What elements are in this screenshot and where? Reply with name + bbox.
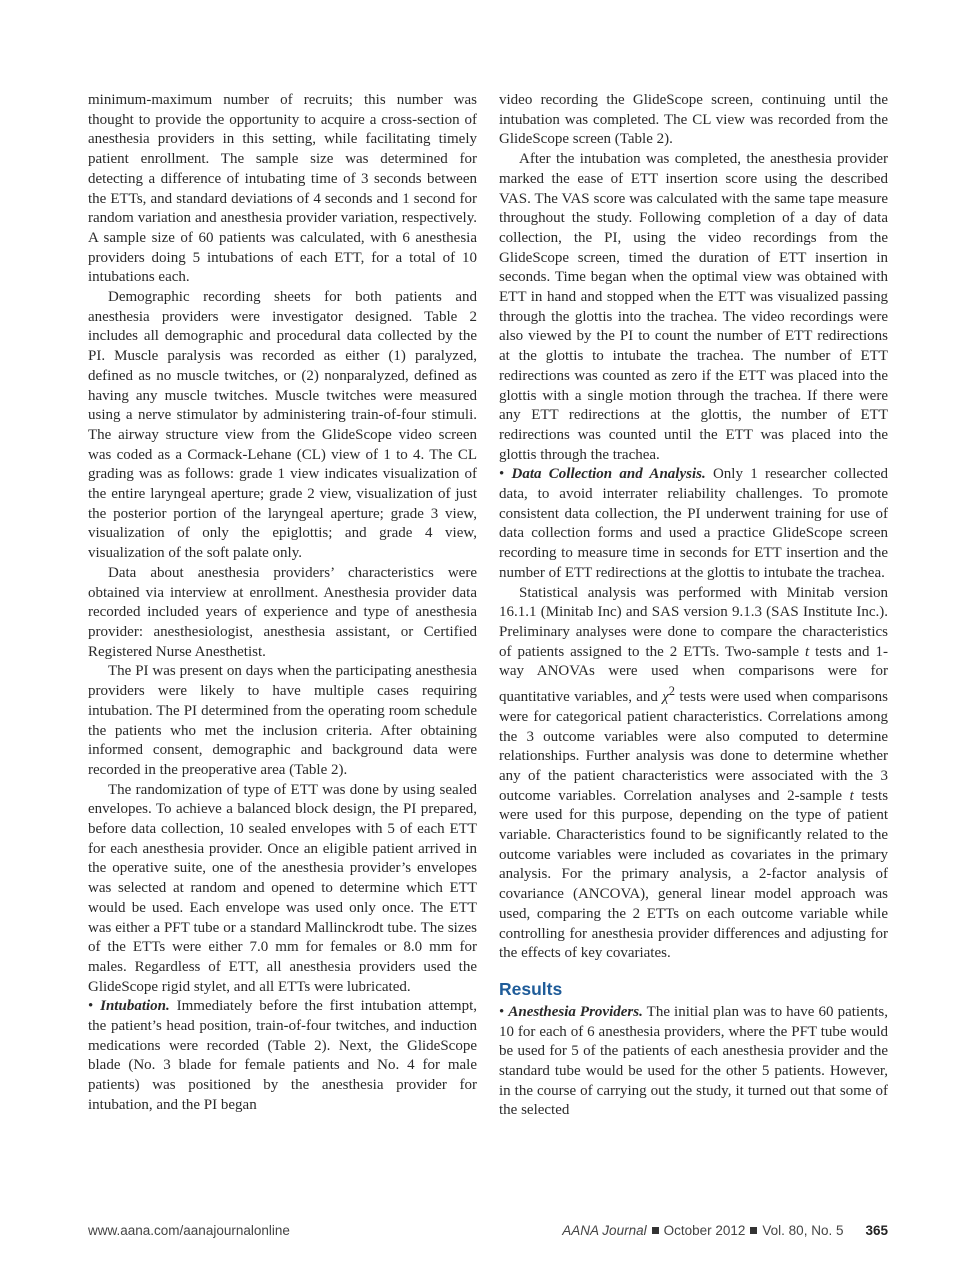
paragraph-anesthesia-providers-body: The initial plan was to have 60 patients, 10 for each of 6 anesthesia providers, where the PFT tube would be used for 5 of the patients of each anesthesia provider and the standard tube would be used for the other 5 patients. However, in the course of carrying out the study, it turned out that some of the selected bbox=[499, 1003, 889, 1119]
page-footer bbox=[88, 1223, 888, 1243]
run-in-heading-data-collection: Data Collection and Analysis. bbox=[511, 466, 706, 483]
paragraph-data-collection-body: Only 1 researcher collected data, to avoid interrater reliability challenges. To promote consistent data collection, the PI underwent training for use of data collection forms and used a practice GlideScope screen recording to measure time in seconds for ETT insertion and the number of ETT redirections at the glottis to intubate the trachea. bbox=[499, 466, 888, 581]
run-in-heading-anesthesia-providers: Anesthesia Providers. bbox=[508, 1003, 643, 1020]
footer-volume: Vol. 80, No. 5 bbox=[762, 1223, 844, 1238]
paragraph-randomization: The randomization of type of ETT was done by using sealed envelopes. To achieve a balanced block design, the PI prepared, before data collection, 10 sealed envelopes with 5 of each ETT for each anesthesia provider. Once an eligible patient arrived in the operative suite, one of the anesthesia provider’s envelopes was selected at random and opened to determine which ETT would be used. Each envelope was used only once. The ETT was either a PFT tube or a standard Mallinckrodt tube. The sizes of the ETTs were either 7.0 mm for females or 8.0 mm for males. Regardless of ETT, all anesthesia providers used the GlideScope rigid stylet, and all ETTs were lubricated. bbox=[88, 781, 477, 995]
paragraph-intubation-body: Immediately before the first intubation attempt, the patient’s head position, train-of-four twitches, and induction medications were recorded (Table 2). Next, the GlideScope blade (No. 3 blade for female patients and No. 4 for male patients) was positioned by the anesthesia provider for intubation, and the PI began bbox=[88, 998, 478, 1113]
chi-superscript: 2 bbox=[668, 684, 676, 699]
footer-url-link[interactable]: www.aana.com/aanajournalonline bbox=[88, 1223, 290, 1238]
footer-journal-name: AANA Journal bbox=[562, 1223, 647, 1238]
bullet-glyph: • bbox=[499, 1003, 505, 1020]
paragraph-demographic-sheets: Demographic recording sheets for both patients and anesthesia providers were investigator designed. Table 2 includes all demographic and procedural data collected by the PI. Muscle paralysis was recorded as either (1) paralyzed, defined as no muscle twitches, or (2) nonparalyzed, defined as having any muscle twitches. Muscle twitches were measured using a nerve stimulator by administering train-of-four stimuli. The airway structure view from the GlideScope video screen was coded as a Cormack-Lehane (CL) view of 1 to 4. The CL grading was as follows: grade 1 view indicates visualization of the entire laryngeal aperture; grade 2 view, visualization of just the posterior portion of the laryngeal aperture; grade 3 view, visualization of only the epiglottis; and grade 4 view, visualization of the soft palate only. bbox=[88, 289, 477, 562]
stats-text-a: Statistical analysis was performed with Minitab version 16.1.1 (Minitab Inc) and SAS version 9.1.3 (SAS Institute Inc.). Preliminary analyses were done to compare the characteristics of patients assigned to the 2 ETTs. Two-sample bbox=[499, 584, 888, 660]
paragraph-anesthesia-providers bbox=[499, 1003, 888, 1121]
paragraph-video-recording: video recording the GlideScope screen, continuing until the intubation was completed. The CL view was recorded from the GlideScope screen (Table 2). bbox=[499, 92, 888, 148]
square-separator-icon bbox=[750, 1227, 757, 1234]
paragraph-intubation bbox=[88, 997, 477, 1115]
square-separator-icon bbox=[652, 1227, 659, 1234]
chi-symbol: χ bbox=[662, 689, 669, 706]
footer-date: October 2012 bbox=[663, 1223, 746, 1238]
paragraph-sample-size: minimum-maximum number of recruits; this number was thought to provide the opportunity to acquire a cross-section of anesthesia providers in this setting, while facilitating timely patient enrollment. The sample size was determined for detecting a difference of intubating time of 3 seconds between the ETTs, and standard deviations of 4 seconds and 1 second for random variation and anesthesia provider variation, respectively. A sample size of 60 patients was calculated, with 6 anesthesia providers doing 5 intubations of each ETT, for a total of 10 intubations each. bbox=[88, 92, 477, 286]
run-in-heading-intubation: Intubation. bbox=[100, 998, 170, 1015]
paragraph-data-collection bbox=[499, 465, 888, 583]
paragraph-provider-characteristics: Data about anesthesia providers’ characteristics were obtained via interview at enrollment. Anesthesia provider data recorded included years of experience and type of anesthesia provider: anesthesiologist, anesthesia assistant, or Certified Registered Nurse Anesthetist. bbox=[88, 564, 477, 660]
footer-citation bbox=[562, 1223, 888, 1238]
paragraph-vas-score: After the intubation was completed, the anesthesia provider marked the ease of ETT insertion score using the described VAS. The VAS score was calculated with the same tape measure throughout the study. Following completion of a day of data collection, the PI, using the video recordings from the GlideScope screen, timed the duration of ETT insertion in seconds. Time began when the optimal view was obtained with ETT in hand and stopped when the ETT was visualized passing through the glottis into the trachea. The video recordings were also viewed by the PI to count the number of ETT redirections at the glottis to intubate the trachea. The number of ETT redirections was counted as zero if the ETT was placed into the glottis with a single motion through the trachea. If there were any ETT redirections at the glottis, the number of ETT redirections was counted until the ETT was placed into the glottis through the trachea. bbox=[499, 151, 888, 463]
bullet-glyph: • bbox=[499, 466, 505, 483]
section-heading-results: Results bbox=[499, 978, 563, 999]
italic-t: t bbox=[805, 643, 810, 660]
paragraph-pi-presence: The PI was present on days when the participating anesthesia providers were likely to have multiple cases requiring intubation. The PI determined from the operating room schedule the patients who met the inclusion criteria. After obtaining informed consent, demographic and background data were recorded in the preoperative area (Table 2). bbox=[88, 663, 477, 778]
right-column bbox=[499, 91, 888, 1121]
stats-text-b: tests and 1-way ANOVAs were used when comparisons were for quantitative variables, and bbox=[499, 643, 888, 706]
stats-text-c: tests were used when comparisons were for categorical patient characteristics. Correlations among the 3 outcome variables were also computed to determine relationships. Further analysis was done to determine whether any of the patient characteristics were associated with the 3 outcome variables. Correlation analyses and 2-sample bbox=[499, 689, 889, 804]
italic-t: t bbox=[849, 787, 854, 804]
paragraph-statistical-analysis bbox=[499, 584, 888, 964]
stats-text-d: tests were used for this purpose, depending on the type of patient variable. Characteristics found to be significantly related to the outcome variables were included as covariates in the primary analysis. For the primary analysis, a 2-factor analysis of covariance (ANCOVA), general linear model approach was used, comparing the 2 ETTs on each outcome variable while controlling for anesthesia provider differences and adjusting for the effects of key covariates. bbox=[499, 787, 889, 962]
page-number: 365 bbox=[865, 1223, 888, 1238]
bullet-glyph: • bbox=[88, 998, 94, 1015]
left-column bbox=[88, 91, 477, 1116]
